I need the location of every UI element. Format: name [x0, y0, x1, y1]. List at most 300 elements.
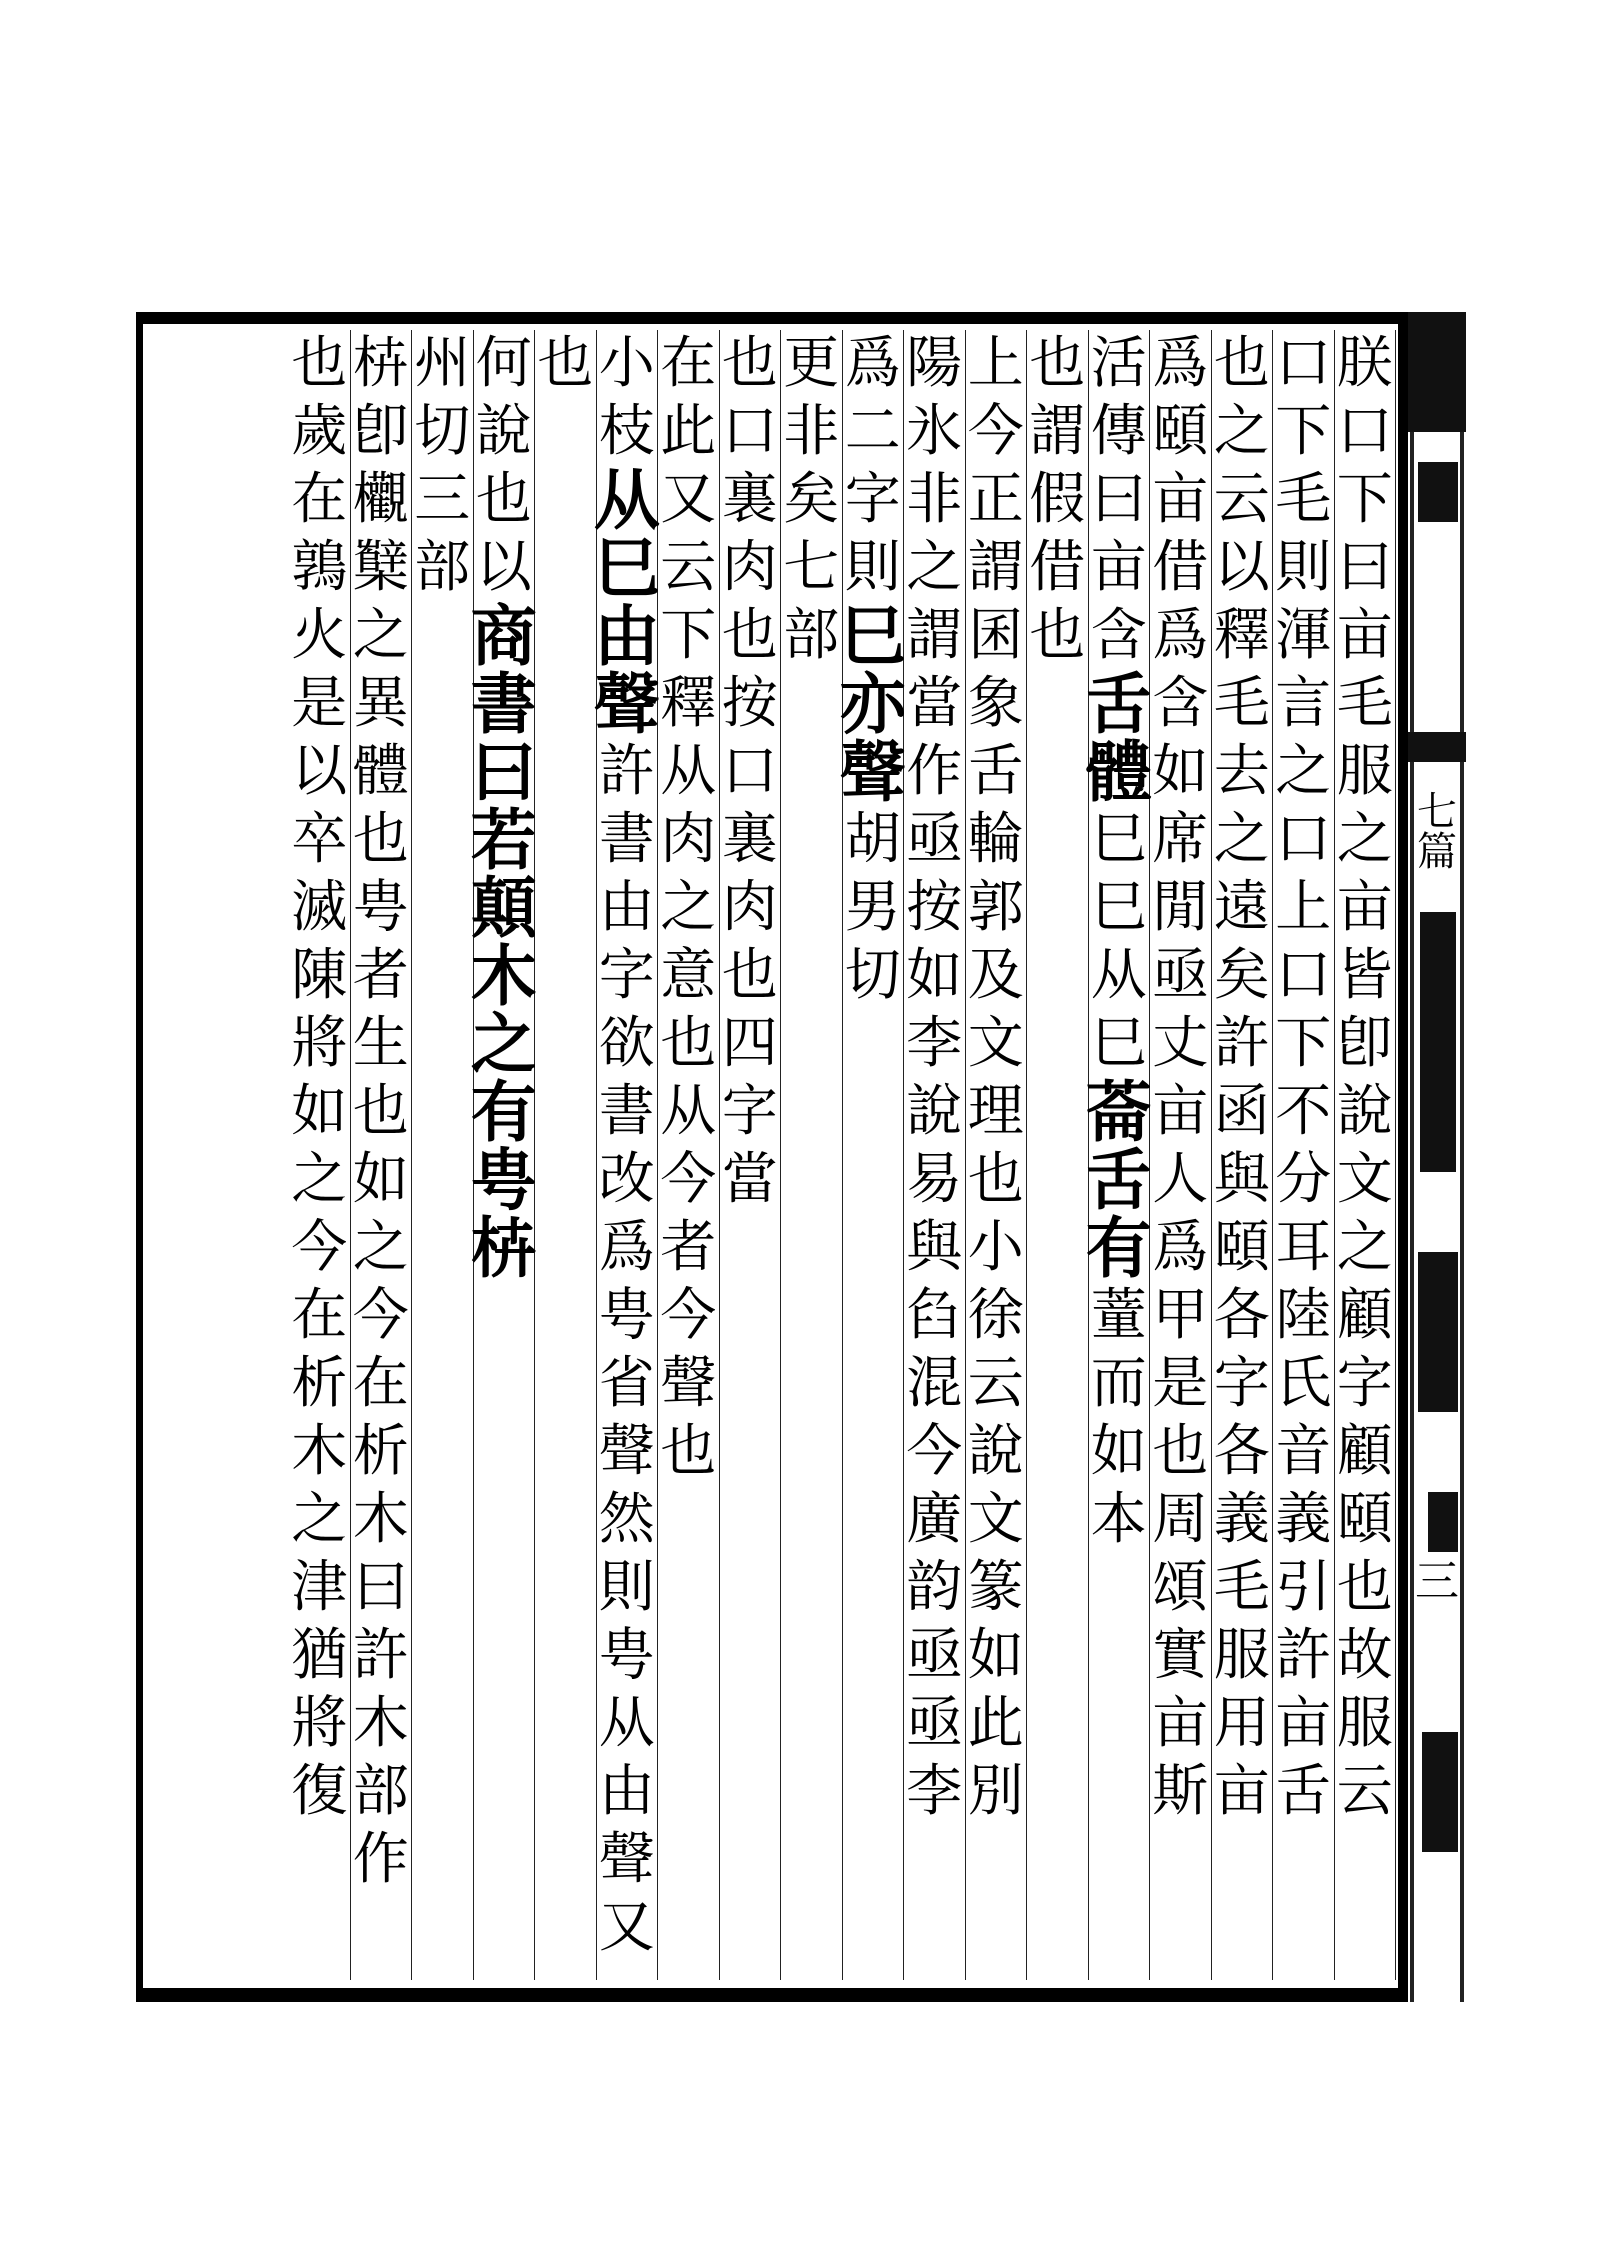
glyph: 顧: [1336, 1283, 1393, 1348]
glyph: 頤: [1213, 1215, 1270, 1280]
glyph: 上: [967, 331, 1024, 396]
glyph: 釋: [1213, 603, 1270, 668]
glyph: 男: [844, 875, 901, 940]
glyph: 字: [1213, 1351, 1270, 1416]
glyph: 甹: [598, 1283, 655, 1348]
glyph: 也: [352, 1079, 409, 1144]
glyph: 口: [1275, 807, 1332, 872]
glyph: 巳: [1090, 1011, 1147, 1076]
text-column: [966, 330, 1028, 1980]
glyph: 陽: [906, 331, 963, 396]
glyph: 耳: [1275, 1215, 1332, 1280]
glyph: 亩: [1090, 535, 1147, 600]
glyph: 含: [1152, 671, 1209, 736]
glyph: 由: [598, 875, 655, 940]
glyph: 口: [1275, 943, 1332, 1008]
glyph: 混: [906, 1351, 963, 1416]
glyph: 从: [660, 739, 717, 804]
glyph: 許: [1275, 1623, 1332, 1688]
glyph: 部: [414, 535, 471, 600]
glyph: 文: [1336, 1147, 1393, 1212]
glyph: 欟: [352, 467, 409, 532]
glyph: 切: [844, 943, 901, 1008]
text-column: [1273, 330, 1335, 1980]
glyph: 別: [967, 1759, 1024, 1824]
glyph: 肉: [721, 875, 778, 940]
glyph: 之: [1336, 1215, 1393, 1280]
glyph: 今: [967, 399, 1024, 464]
glyph: 木: [352, 1487, 409, 1552]
text-column: [839, 330, 906, 1980]
glyph: 上: [1275, 875, 1332, 940]
glyph: 爲: [1152, 331, 1209, 396]
glyph: 亩: [1152, 1691, 1209, 1756]
glyph: 巳: [1090, 875, 1147, 940]
glyph: 蕫: [1090, 1283, 1147, 1348]
glyph: 而: [1090, 1351, 1147, 1416]
glyph: 篆: [967, 1555, 1024, 1620]
glyph: 許: [352, 1623, 409, 1688]
glyph: 下: [660, 603, 717, 668]
glyph: 用: [1213, 1691, 1270, 1756]
glyph: 爲: [598, 1215, 655, 1280]
glyph: 部: [352, 1759, 409, 1824]
glyph: 體: [1085, 733, 1152, 811]
glyph: 許: [1213, 1011, 1270, 1076]
glyph: 聲: [593, 665, 660, 743]
glyph: 韵: [906, 1555, 963, 1620]
glyph: 輪: [967, 807, 1024, 872]
glyph: 州: [414, 331, 471, 396]
glyph: 頤: [1336, 1487, 1393, 1552]
glyph: 也: [967, 1147, 1024, 1212]
glyph: 及: [967, 943, 1024, 1008]
glyph: 毛: [1213, 1555, 1270, 1620]
frame-bottom-border: [138, 1988, 1408, 2002]
glyph: 字: [844, 467, 901, 532]
glyph: 亦: [839, 665, 906, 743]
glyph: 頤: [1152, 399, 1209, 464]
glyph: 書: [470, 665, 537, 743]
glyph: 四: [721, 1011, 778, 1076]
glyph: 也: [475, 467, 532, 532]
glyph: 將: [291, 1691, 348, 1756]
glyph: 遠: [1213, 875, 1270, 940]
glyph: 者: [352, 943, 409, 1008]
glyph: 毛: [1275, 467, 1332, 532]
glyph: 从: [593, 461, 660, 539]
glyph: 渾: [1275, 603, 1332, 668]
glyph: 引: [1275, 1555, 1332, 1620]
glyph: 閒: [1152, 875, 1209, 940]
glyph: 之: [906, 535, 963, 600]
glyph: 則: [1275, 535, 1332, 600]
glyph: 此: [967, 1691, 1024, 1756]
glyph: 字: [1336, 1351, 1393, 1416]
glyph: 當: [906, 671, 963, 736]
glyph: 此: [660, 399, 717, 464]
glyph: 之: [352, 603, 409, 668]
glyph: 亩: [1275, 1691, 1332, 1756]
glyph: 之: [291, 1487, 348, 1552]
glyph: 也: [1336, 1555, 1393, 1620]
vertical-text-block: [146, 330, 1396, 1980]
glyph: 也: [1029, 603, 1086, 668]
glyph: 矣: [1213, 943, 1270, 1008]
glyph: 亩: [1152, 1079, 1209, 1144]
glyph: 假: [1029, 467, 1086, 532]
glyph: 之: [352, 1215, 409, 1280]
glyph: 在: [291, 467, 348, 532]
glyph: 有: [470, 1073, 537, 1151]
glyph: 又: [660, 467, 717, 532]
banxin-label: 七篇: [1417, 789, 1457, 875]
glyph: 从: [1090, 943, 1147, 1008]
glyph: 从: [660, 1079, 717, 1144]
glyph: 顛: [470, 869, 537, 947]
glyph: 李: [906, 1011, 963, 1076]
glyph: 傳: [1090, 399, 1147, 464]
glyph: 若: [470, 801, 537, 879]
glyph: 木: [352, 1691, 409, 1756]
glyph: 陳: [291, 943, 348, 1008]
glyph: 甹: [598, 1623, 655, 1688]
glyph: 爲: [1152, 603, 1209, 668]
glyph: 舌: [967, 739, 1024, 804]
glyph: 如: [352, 1147, 409, 1212]
glyph: 言: [1275, 671, 1332, 736]
glyph: 省: [598, 1351, 655, 1416]
text-column: [720, 330, 782, 1980]
glyph: 謂: [1029, 399, 1086, 464]
banxin-fold-column: [1408, 312, 1466, 2002]
glyph: 借: [1152, 535, 1209, 600]
glyph: 又: [598, 1895, 655, 1960]
frame-top-border: [138, 312, 1408, 324]
glyph: 亩: [1213, 1759, 1270, 1824]
glyph: 口: [721, 739, 778, 804]
glyph: 云: [1213, 467, 1270, 532]
text-column: [1027, 330, 1089, 1980]
glyph: 亩: [1336, 603, 1393, 668]
glyph: 小: [598, 331, 655, 396]
glyph: 由: [593, 597, 660, 675]
glyph: 聲: [598, 1827, 655, 1892]
glyph: 曰: [470, 733, 537, 811]
glyph: 曰: [1090, 467, 1147, 532]
glyph: 也: [721, 331, 778, 396]
glyph: 歲: [291, 399, 348, 464]
glyph: 顧: [1336, 1419, 1393, 1484]
glyph: 文: [967, 1011, 1024, 1076]
text-column: [412, 330, 474, 1980]
glyph: 服: [1336, 739, 1393, 804]
glyph: 按: [721, 671, 778, 736]
glyph: 亩: [1336, 875, 1393, 940]
glyph: 聲: [660, 1351, 717, 1416]
glyph: 如: [906, 943, 963, 1008]
glyph: 體: [352, 739, 409, 804]
glyph: 口: [1336, 399, 1393, 464]
glyph: 氏: [1275, 1351, 1332, 1416]
glyph: 理: [967, 1079, 1024, 1144]
glyph: 之: [291, 1147, 348, 1212]
glyph: 也: [1152, 1419, 1209, 1484]
glyph: 之: [470, 1005, 537, 1083]
glyph: 下: [1275, 399, 1332, 464]
glyph: 聲: [839, 733, 906, 811]
glyph: 書: [598, 1079, 655, 1144]
glyph: 析: [352, 1419, 409, 1484]
glyph: 當: [721, 1147, 778, 1212]
glyph: 義: [1213, 1487, 1270, 1552]
glyph: 曰: [1336, 535, 1393, 600]
glyph: 在: [291, 1283, 348, 1348]
glyph: 裏: [721, 807, 778, 872]
glyph: 周: [1152, 1487, 1209, 1552]
glyph: 服: [1336, 1691, 1393, 1756]
glyph: 爲: [1152, 1215, 1209, 1280]
glyph: 函: [1213, 1079, 1270, 1144]
text-column: [1212, 330, 1274, 1980]
glyph: 曰: [352, 1555, 409, 1620]
glyph: 也: [660, 1011, 717, 1076]
glyph: 何: [475, 331, 532, 396]
glyph: 今: [906, 1419, 963, 1484]
glyph: 以: [1213, 535, 1270, 600]
text-column: [470, 330, 537, 1980]
glyph: 猶: [291, 1623, 348, 1688]
glyph: 書: [598, 807, 655, 872]
glyph: 各: [1213, 1419, 1270, 1484]
glyph: 文: [967, 1487, 1024, 1552]
glyph: 如: [967, 1623, 1024, 1688]
glyph: 作: [906, 739, 963, 804]
glyph: 之: [1213, 399, 1270, 464]
glyph: 也: [352, 807, 409, 872]
glyph: 也: [537, 331, 594, 396]
glyph: 析: [291, 1351, 348, 1416]
glyph: 是: [1152, 1351, 1209, 1416]
glyph: 商: [470, 597, 537, 675]
text-column: [658, 330, 720, 1980]
glyph: 席: [1152, 807, 1209, 872]
glyph: 囷: [967, 603, 1024, 668]
glyph: 切: [414, 399, 471, 464]
glyph: 謂: [967, 535, 1024, 600]
glyph: 部: [783, 603, 840, 668]
glyph: 甹: [470, 1141, 537, 1219]
glyph: 也: [291, 331, 348, 396]
glyph: 津: [291, 1555, 348, 1620]
glyph: 巳: [1090, 807, 1147, 872]
glyph: 李: [906, 1759, 963, 1824]
glyph: 意: [660, 943, 717, 1008]
glyph: 斯: [1152, 1759, 1209, 1824]
text-column: [351, 330, 413, 1980]
glyph: 小: [967, 1215, 1024, 1280]
glyph: 頌: [1152, 1555, 1209, 1620]
glyph: 也: [721, 603, 778, 668]
glyph: 釋: [660, 671, 717, 736]
glyph: 郭: [967, 875, 1024, 940]
text-column: [289, 330, 351, 1980]
frame-left-border: [136, 312, 143, 2002]
glyph: 由: [598, 1759, 655, 1824]
glyph: 說: [475, 399, 532, 464]
glyph: 然: [598, 1487, 655, 1552]
glyph: 之: [660, 875, 717, 940]
glyph: 胡: [844, 807, 901, 872]
glyph: 服: [1213, 1623, 1270, 1688]
glyph: 也: [1029, 331, 1086, 396]
glyph: 本: [1090, 1487, 1147, 1552]
glyph: 謂: [906, 603, 963, 668]
glyph: 字: [598, 943, 655, 1008]
glyph: 在: [352, 1351, 409, 1416]
glyph: 聲: [598, 1419, 655, 1484]
glyph: 今: [352, 1283, 409, 1348]
glyph: 人: [1152, 1147, 1209, 1212]
glyph: 字: [721, 1079, 778, 1144]
text-column: [1150, 330, 1212, 1980]
glyph: 正: [967, 467, 1024, 532]
glyph: 裏: [721, 467, 778, 532]
glyph: 卽: [352, 399, 409, 464]
glyph: 以: [291, 739, 348, 804]
text-column: [535, 330, 597, 1980]
glyph: 如: [1152, 739, 1209, 804]
glyph: 菕: [1085, 1073, 1152, 1151]
glyph: 在: [660, 331, 717, 396]
glyph: 改: [598, 1147, 655, 1212]
glyph: 木: [291, 1419, 348, 1484]
glyph: 卒: [291, 807, 348, 872]
glyph: 肉: [721, 535, 778, 600]
glyph: 巳: [839, 597, 906, 675]
glyph: 也: [721, 943, 778, 1008]
glyph: 許: [598, 739, 655, 804]
glyph: 毛: [1336, 671, 1393, 736]
glyph: 非: [783, 399, 840, 464]
glyph: 實: [1152, 1623, 1209, 1688]
glyph: 之: [1213, 807, 1270, 872]
glyph: 臽: [906, 1283, 963, 1348]
glyph: 含: [1090, 603, 1147, 668]
glyph: 徐: [967, 1283, 1024, 1348]
glyph: 以: [475, 535, 532, 600]
glyph: 生: [352, 1011, 409, 1076]
glyph: 說: [906, 1079, 963, 1144]
glyph: 亟: [906, 1623, 963, 1688]
glyph: 七: [783, 535, 840, 600]
glyph: 云: [660, 535, 717, 600]
text-column: [1085, 330, 1152, 1980]
glyph: 枿: [470, 1209, 537, 1287]
glyph: 皆: [1336, 943, 1393, 1008]
glyph: 與: [1213, 1147, 1270, 1212]
glyph: 按: [906, 875, 963, 940]
glyph: 亩: [1152, 467, 1209, 532]
glyph: 火: [291, 603, 348, 668]
glyph: 如: [291, 1079, 348, 1144]
glyph: 者: [660, 1215, 717, 1280]
glyph: 舌: [1275, 1759, 1332, 1824]
glyph: 云: [967, 1351, 1024, 1416]
glyph: 丈: [1152, 1011, 1209, 1076]
glyph: 之: [1275, 739, 1332, 804]
glyph: 異: [352, 671, 409, 736]
glyph: 借: [1029, 535, 1086, 600]
glyph: 二: [844, 399, 901, 464]
glyph: 下: [1336, 467, 1393, 532]
glyph: 也: [1213, 331, 1270, 396]
glyph: 鶉: [291, 535, 348, 600]
glyph: 亟: [1152, 943, 1209, 1008]
glyph: 非: [906, 467, 963, 532]
glyph: 今: [660, 1147, 717, 1212]
glyph: 枝: [598, 399, 655, 464]
glyph: 木: [470, 937, 537, 1015]
page-number: 三: [1415, 1556, 1459, 1607]
glyph: 與: [906, 1215, 963, 1280]
glyph: 下: [1275, 1011, 1332, 1076]
glyph: 廣: [906, 1487, 963, 1552]
glyph: 亟: [906, 807, 963, 872]
glyph: 朕: [1336, 331, 1393, 396]
glyph: 甹: [352, 875, 409, 940]
glyph: 毛: [1213, 671, 1270, 736]
glyph: 則: [844, 535, 901, 600]
glyph: 矣: [783, 467, 840, 532]
glyph: 櫱: [352, 535, 409, 600]
glyph: 从: [598, 1691, 655, 1756]
glyph: 甲: [1152, 1283, 1209, 1348]
glyph: 各: [1213, 1283, 1270, 1348]
glyph: 欲: [598, 1011, 655, 1076]
glyph: 也: [660, 1419, 717, 1484]
text-column: [593, 330, 660, 1980]
glyph: 是: [291, 671, 348, 736]
glyph: 如: [1090, 1419, 1147, 1484]
frame-right-border: [1398, 312, 1408, 2002]
glyph: 口: [721, 399, 778, 464]
glyph: 去: [1213, 739, 1270, 804]
text-column: [904, 330, 966, 1980]
glyph: 巳: [593, 529, 660, 607]
glyph: 滅: [291, 875, 348, 940]
text-column: [1335, 330, 1397, 1980]
glyph: 之: [1336, 807, 1393, 872]
glyph: 義: [1275, 1487, 1332, 1552]
glyph: 將: [291, 1011, 348, 1076]
glyph: 枿: [352, 331, 409, 396]
glyph: 三: [414, 467, 471, 532]
glyph: 音: [1275, 1419, 1332, 1484]
glyph: 卽: [1336, 1011, 1393, 1076]
glyph: 舌: [1085, 665, 1152, 743]
glyph: 活: [1090, 331, 1147, 396]
text-column: [781, 330, 843, 1980]
glyph: 亟: [906, 1691, 963, 1756]
glyph: 更: [783, 331, 840, 396]
glyph: 云: [1336, 1759, 1393, 1824]
glyph: 有: [1085, 1209, 1152, 1287]
glyph: 故: [1336, 1623, 1393, 1688]
glyph: 陸: [1275, 1283, 1332, 1348]
glyph: 易: [906, 1147, 963, 1212]
glyph: 說: [1336, 1079, 1393, 1144]
